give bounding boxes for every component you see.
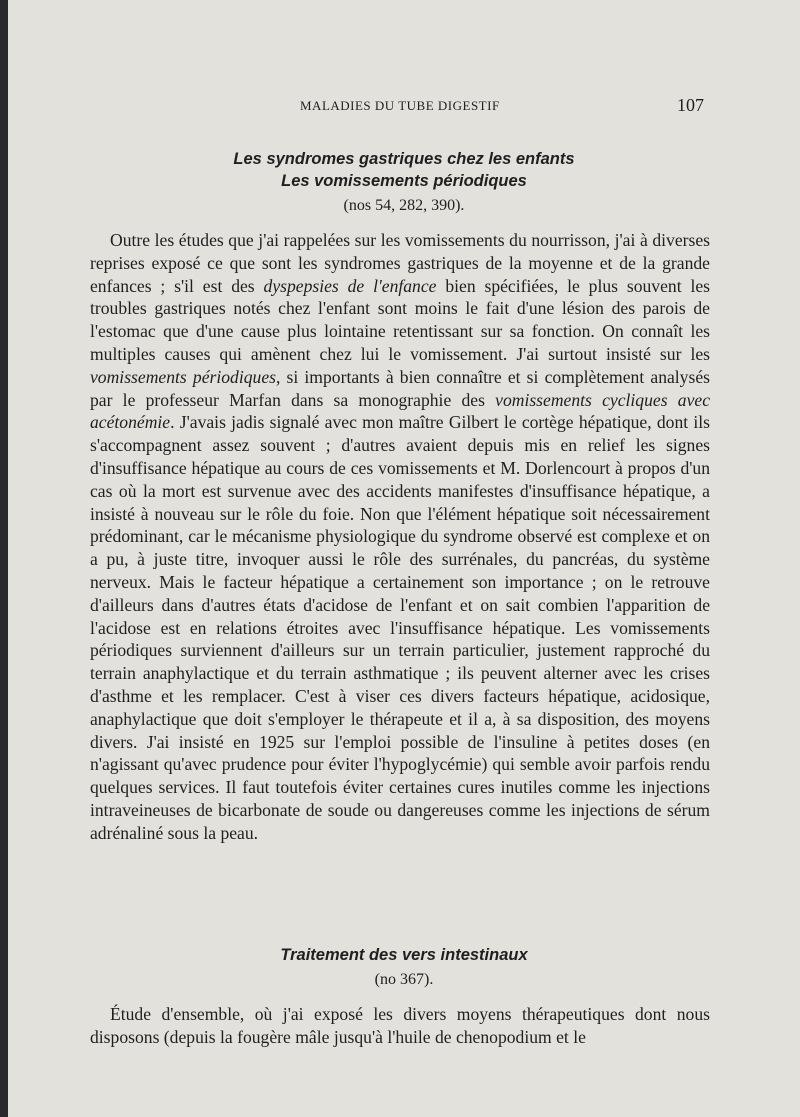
paragraph-text: Outre les études que j'ai rappelées sur les vomissements du nourrisson, j'ai à diverses reprises exposé ce que sont les syndromes gastriques de la moyenne et de la grande enfances ; s'il est des — [90, 230, 710, 296]
paragraph-text: Étude d'ensemble, où j'ai exposé les divers moyens thérapeutiques dont nous disposons (depuis la fougère mâle jusqu'à l'huile de chenopodium et le — [90, 1004, 710, 1047]
italic-term: dyspepsies de l'enfance — [263, 275, 437, 296]
section-heading-syndromes — [100, 148, 708, 217]
italic-term: vomissements périodiques — [90, 366, 276, 387]
page-number: 107 — [677, 95, 704, 115]
paragraph-text: bien spécifiées, le plus souvent les troubles gastriques notés chez l'enfant sont moins le fait d'une lésion des parois de l'estomac que d'une cause plus lointaine retentissant sur sa fonction. On connaît les multiples causes qui amènent chez lui le vomissement. J'ai surtout insisté sur les — [90, 275, 710, 364]
body-paragraph-1 — [90, 229, 710, 845]
section-title-line-2: Les vomissements périodiques — [281, 172, 527, 190]
section-reference: (no 367). — [374, 971, 434, 988]
section-title: Traitement des vers intestinaux — [280, 946, 528, 964]
book-page — [8, 0, 800, 1117]
running-header — [8, 95, 800, 117]
italic-term: vomissements cycliques avec acétonémie — [90, 389, 710, 433]
section-title-line-1: Les syndromes gastriques chez les enfants — [233, 150, 575, 168]
running-title: MALADIES DU TUBE DIGESTIF — [300, 98, 500, 113]
body-paragraph-2 — [90, 1003, 710, 1049]
section-heading-vers — [100, 944, 708, 991]
section-reference: (nos 54, 282, 390). — [343, 197, 465, 214]
paragraph-text: . J'avais jadis signalé avec mon maître Gilbert le cortège hépatique, dont ils s'accompagnent assez souvent ; d'autres avaient depuis mis en relief les signes d'insuffisance hépatique au cours de ces vomissements et M. Dorlencourt à propos d'un cas où la mort est survenue avec des accidents manifestes d'insuffisance hépatique, a insisté à nouveau sur le rôle du foie. Non que l'élément hépatique soit nécessairement prédominant, car le mécanisme physiologique du syndrome observé est complexe et on a pu, à juste titre, invoquer aussi le rôle des surrénales, du pancréas, du système nerveux. Mais le facteur hépatique a certainement son importance ; on le retrouve d'ailleurs dans d'autres états d'acidose de l'enfant et on sait combien l'apparition de l'acidose est en relations étroites avec l'insuffisance hépatique. Les vomissements périodiques surviennent d'ailleurs sur un terrain particulier, justement rapproché du terrain anaphylactique et du terrain asthmatique ; ils peuvent alterner avec les crises d'asthme et les remplacer. C'est à viser ces divers facteurs hépatique, acidosique, anaphylactique que doit s'employer le thérapeute et il a, à sa disposition, des moyens divers. J'ai insisté en 1925 sur l'emploi possible de l'insuline à petites doses (en n'agissant qu'avec prudence pour éviter l'hypoglycémie) qui semble avoir parfois rendu quelques services. Il faut toutefois éviter certaines cures inutiles comme les injections intraveineuses de bicarbonate de soude ou dangereuses comme les injections de sérum adrénaliné sous la peau. — [90, 412, 710, 843]
paragraph-text: , si importants à bien connaître et si complètement analysés par le professeur Marfan dans sa monographie des — [90, 366, 710, 410]
